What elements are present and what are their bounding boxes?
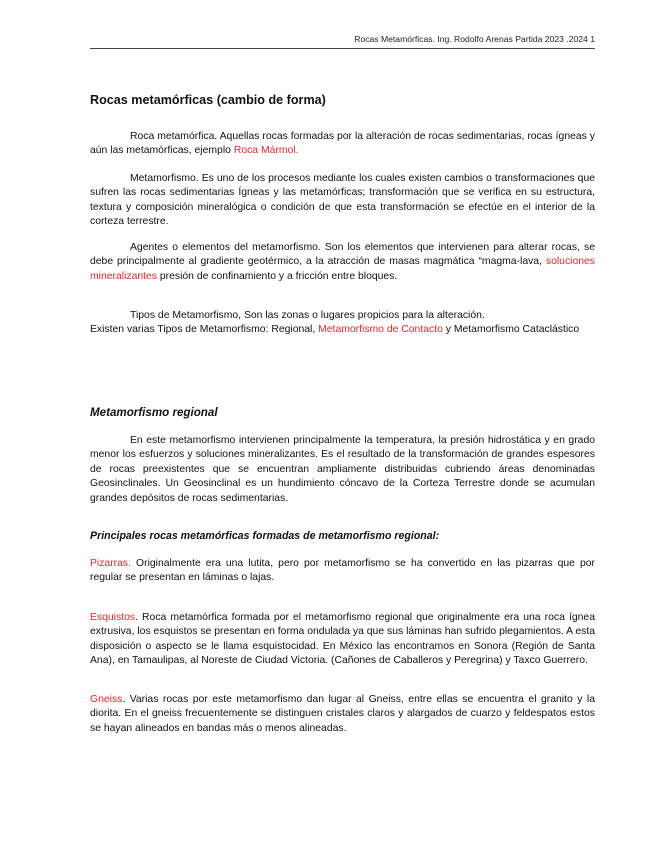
rock-name-esquistos: Esquistos xyxy=(90,612,136,623)
paragraph-text: Agentes o elementos del metamorfismo. Son los elementos que intervienen para alterar rocas, se debe principalmente al gradiente geotérmico, a la atracción de masas magmática “magma-lava, xyxy=(90,242,595,268)
paragraph-text: Existen varias Tipos de Metamorfismo: Regional, xyxy=(90,324,319,336)
section-heading-metamorfismo-regional: Metamorfismo regional xyxy=(90,406,218,419)
subheading-principales-rocas: Principales rocas metamórficas formadas de metamorfismo regional: xyxy=(90,530,440,542)
rock-name-pizarras: Pizarras. xyxy=(90,558,131,569)
tipos-line: Tipos de Metamorfismo, Son las zonas o lugares propicios para la alteración. xyxy=(130,310,485,321)
paragraph-text: . Roca metamórfica formada por el metamorfismo regional que originalmente era una roca ígnea extrusiva, los esquistos se presentan en forma ondulada ya que sus láminas han sufrido plegamientos. A esta disposición o aspecto se le llama esquistocidad. En México las encontramos en Sonora (Región de Santa Ana), en Tamaulipas, al Noreste de Ciudad Victoria. (Cañones de Caballeros y Peregrina) y Taxco Guerrero. xyxy=(90,612,595,667)
running-header: Rocas Metamórficas. Ing. Rodolfo Arenas Partida 2023 .2024 1 xyxy=(354,34,595,44)
paragraph-esquistos xyxy=(90,611,595,669)
paragraph-text: Roca metamórfica. Aquellas rocas formadas por la alteración de rocas sedimentarias, rocas ígneas y aún las metamórficas, ejemplo xyxy=(90,131,595,157)
paragraph-roca-metamorfica xyxy=(90,130,595,159)
highlight-soluciones-mineralizantes: soluciones mineralizantes xyxy=(90,256,595,282)
paragraph-metamorfismo-regional: En este metamorfismo intervienen principalmente la temperatura, la presión hidrostática y en grado menor los esfuerzos y soluciones mineralizantes. Es el resultado de la transformación de grandes espesores de rocas preexistentes que se encuentran ampliamente distribuidas cubriendo áreas denominadas Geosinclinales. Un Geosinclinal es un hundimiento cóncavo de la Corteza Terrestre donde se acumulan grandes depósitos de rocas sedimentarias. xyxy=(90,435,595,504)
paragraph-metamorfismo: Metamorfismo. Es uno de los procesos mediante los cuales existen cambios o transformaciones que sufren las rocas sedimentarias Ígneas y las metamórficas; transformación que se verifica en su estructura, textura y composición mineralógica o condición de que esta transformación se efectúe en el interior de la corteza terrestre. xyxy=(90,173,595,228)
highlight-metamorfismo-contacto: Metamorfismo de Contacto xyxy=(318,324,443,336)
rock-name-gneiss: Gneiss xyxy=(90,694,123,705)
paragraph-agentes xyxy=(90,241,595,284)
paragraph-gneiss xyxy=(90,693,595,736)
paragraph-text: Originalmente era una lutita, pero por metamorfismo se ha convertido en las pizarras que por regular se presentan en láminas o lajas. xyxy=(90,558,595,584)
page-title: Rocas metamórficas (cambio de forma) xyxy=(90,93,326,107)
highlight-roca-marmol: Roca Mármol. xyxy=(233,145,299,157)
paragraph-text: . Varias rocas por este metamorfismo dan lugar al Gneiss, entre ellas se encuentra el granito y la diorita. En el gneiss frecuentemente se distinguen cristales claros y alargados de cuarzo y feldespatos estos se hayan alineados en bandas más o menos alineadas. xyxy=(90,694,595,734)
paragraph-pizarras xyxy=(90,557,595,586)
paragraph-tipos-metamorfismo xyxy=(90,309,595,338)
header-rule xyxy=(90,48,595,49)
paragraph-text: y Metamorfismo Cataclástico xyxy=(442,324,580,336)
paragraph-text: presión de confinamiento y a fricción entre bloques. xyxy=(157,270,398,282)
